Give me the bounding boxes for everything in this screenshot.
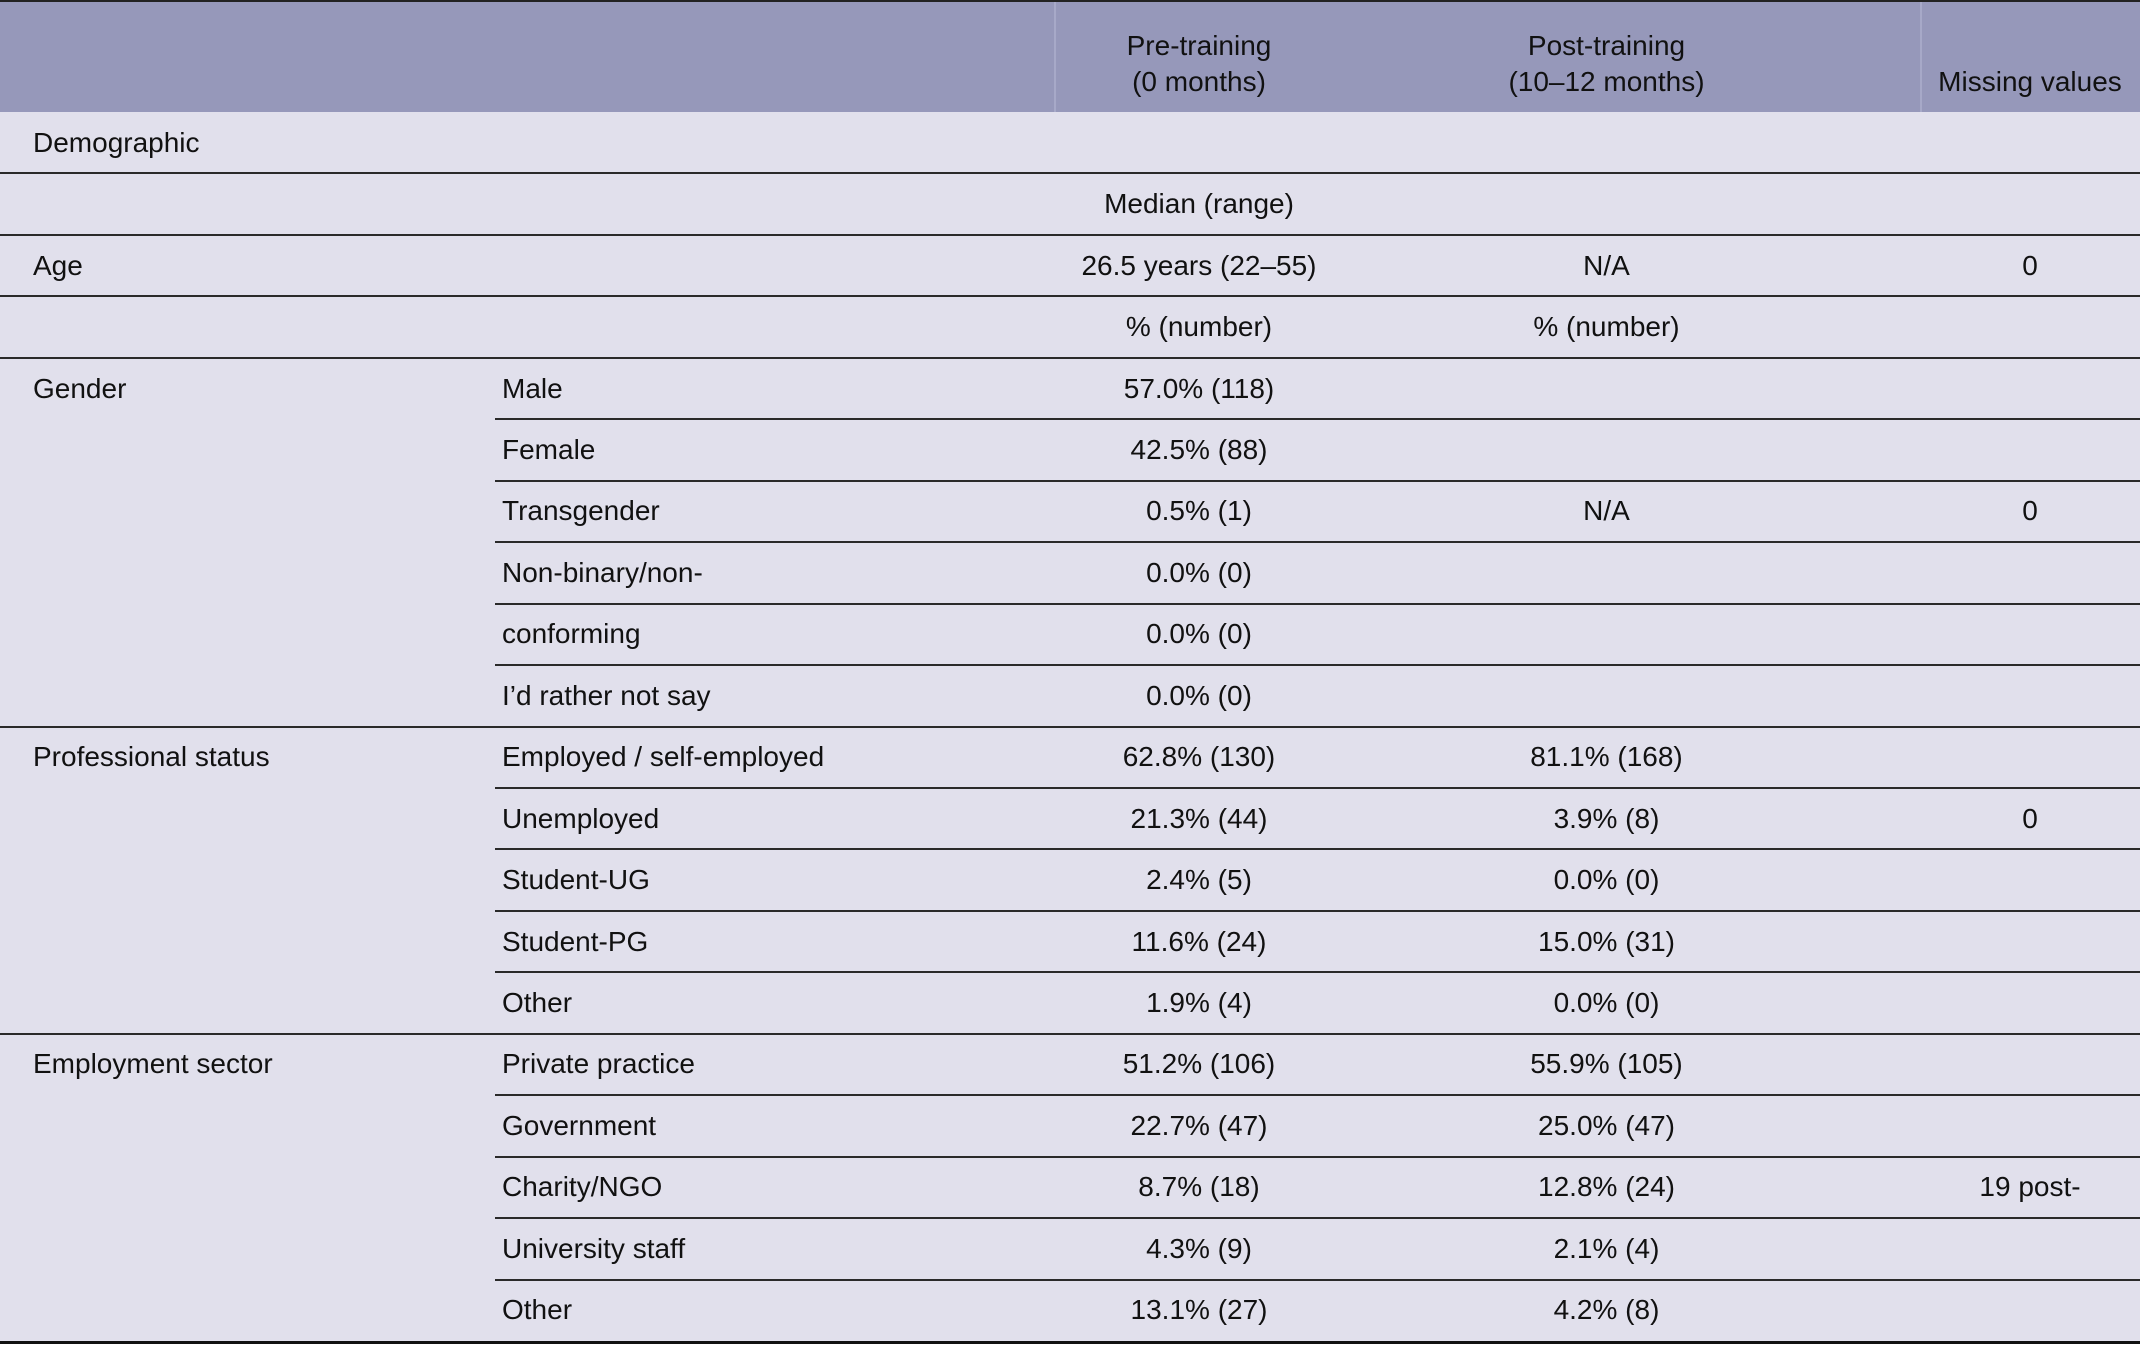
table-cell-e [1920,1034,2140,1095]
table-row [0,1157,2140,1218]
table-cell-e [1920,112,2140,173]
table-cell-text: 0.0% (0) [1146,679,1252,711]
table-cell-text: Professional status [33,741,270,773]
table-cell-text: % (number) [1125,311,1273,343]
table-cell-text: 26.5 years (22–55) [1081,249,1317,281]
table-cell-text: 3.9% (8) [1553,802,1660,834]
table-cell-e [1920,1218,2140,1279]
table-cell-b [502,1034,695,1095]
table-cell-e [1920,481,2140,542]
table-cell-text: 8.7% (18) [1138,1171,1260,1203]
table-cell-d [1344,542,1869,603]
table-cell-text: Employed / self-employed [502,741,825,773]
header-post-training-line2: (10–12 months) [1508,66,1705,97]
table-cell-b [502,1157,662,1218]
table-cell-c [1054,1095,1344,1156]
table-cell-text: 2.1% (4) [1553,1232,1660,1264]
table-cell-a [33,235,83,296]
table-cell-a [33,1034,273,1095]
table-cell-d [1344,849,1869,910]
table-cell-text: 0.0% (0) [1553,987,1660,1019]
table-cell-text: 11.6% (24) [1131,925,1267,957]
table-row [0,235,2140,296]
table-cell-d [1344,911,1869,972]
table-row [0,727,2140,788]
table-cell-e [1920,1157,2140,1218]
table-cell-text: 1.9% (4) [1146,987,1252,1019]
row-divider [495,1279,2140,1281]
table-row [0,665,2140,726]
row-divider [495,418,2140,420]
header-post-training [1344,2,1869,114]
table-cell-c [1054,727,1344,788]
table-cell-e [1920,665,2140,726]
table-cell-b [502,849,650,910]
table-row [0,604,2140,665]
table-cell-text: Private practice [502,1048,695,1080]
table-row [0,173,2140,234]
table-cell-c [1054,235,1344,296]
table-cell-text: 4.3% (9) [1146,1232,1252,1264]
table-cell-text: % (number) [1533,311,1680,343]
table-cell-b [502,358,563,419]
table-cell-d [1344,788,1869,849]
table-cell-text: Female [502,433,596,465]
table-cell-d [1344,173,1869,234]
table-cell-a [33,727,270,788]
table-cell-e [1920,358,2140,419]
table-row [0,1034,2140,1095]
table-cell-text: 0 [2022,802,2038,834]
table-cell-text: 0.0% (0) [1146,556,1252,588]
table-row [0,788,2140,849]
table-cell-c [1054,1280,1344,1341]
table-cell-text: University staff [502,1232,686,1264]
row-divider [495,848,2140,850]
row-divider [495,971,2140,973]
table-cell-c [1054,972,1344,1033]
table-cell-d [1344,419,1869,480]
table-cell-c [1054,911,1344,972]
table-cell-text: 22.7% (47) [1130,1109,1268,1141]
table-cell-text: 0.5% (1) [1146,495,1252,527]
table-row [0,911,2140,972]
table-cell-text: Government [502,1109,657,1141]
table-cell-d [1344,481,1869,542]
table-cell-d [1344,972,1869,1033]
table-cell-text: Transgender [502,495,660,527]
table-cell-text: Unemployed [502,802,660,834]
table-cell-c [1054,1218,1344,1279]
table-row [0,112,2140,173]
row-divider [495,787,2140,789]
table-header-row [0,0,2140,114]
table-row [0,419,2140,480]
table-cell-text: Gender [33,372,127,404]
table-cell-c [1054,419,1344,480]
table-cell-b [502,972,572,1033]
table-cell-c [1054,296,1344,357]
table-cell-e [1920,972,2140,1033]
row-divider [0,357,2140,359]
table-cell-text: Student-UG [502,864,650,896]
table-cell-c [1054,665,1344,726]
table-cell-e [1920,788,2140,849]
table-cell-text: Demographic [33,126,200,158]
table-row [0,358,2140,419]
table-cell-b [502,727,824,788]
table-cell-d [1344,1218,1869,1279]
table-cell-text: Employment sector [33,1048,273,1080]
table-cell-text: 42.5% (88) [1130,433,1268,465]
header-pre-training-line1: Pre-training [1126,30,1272,61]
header-post-training-line1: Post-training [1527,30,1686,61]
table-cell-a [33,358,126,419]
table-cell-text: Non-binary/non- [502,556,703,588]
table-cell-d [1344,112,1869,173]
table-cell-c [1054,849,1344,910]
table-cell-b [502,665,711,726]
table-cell-c [1054,1157,1344,1218]
table-cell-text: 4.2% (8) [1553,1294,1660,1326]
table-cell-text: 0 [2022,249,2038,281]
table-cell-text: 62.8% (130) [1122,741,1276,773]
row-divider [495,910,2140,912]
table-cell-e [1920,173,2140,234]
table-cell-text: 25.0% (47) [1538,1109,1675,1141]
table-row [0,1280,2140,1341]
table-cell-text: 13.1% (27) [1130,1294,1268,1326]
row-divider [495,1217,2140,1219]
table-cell-b [502,911,648,972]
header-missing-values [1920,2,2140,114]
table-cell-text: Median (range) [1104,188,1294,220]
table-cell-text: 51.2% (106) [1122,1048,1276,1080]
table-cell-text: 21.3% (44) [1130,802,1268,834]
table-cell-d [1344,296,1869,357]
table-cell-text: conforming [502,618,641,650]
row-divider [495,1094,2140,1096]
table-cell-text: Other [502,1294,573,1326]
table-cell-d [1344,1280,1869,1341]
table-cell-c [1054,481,1344,542]
table-cell-d [1344,358,1869,419]
table-row [0,542,2140,603]
table-cell-text: Charity/NGO [502,1171,663,1203]
table-cell-e [1920,1280,2140,1341]
table-cell-e [1920,727,2140,788]
header-pre-training [1054,2,1344,114]
table-cell-text: Male [502,372,563,404]
table-cell-d [1344,235,1869,296]
table-row [0,1218,2140,1279]
table-cell-d [1344,1034,1869,1095]
table-cell-text: 2.4% (5) [1146,864,1252,896]
table-cell-d [1344,1095,1869,1156]
row-divider [0,234,2140,236]
table-row [0,849,2140,910]
header-pre-training-line2: (0 months) [1132,66,1266,97]
table-cell-e [1920,849,2140,910]
table-cell-text: 15.0% (31) [1538,925,1675,957]
table-row [0,972,2140,1033]
table-cell-e [1920,235,2140,296]
row-divider [495,541,2140,543]
row-divider [0,172,2140,174]
table-cell-text: Student-PG [502,925,649,957]
table-cell-text: Age [33,249,83,281]
table-cell-text: I’d rather not say [502,679,711,711]
table-cell-b [502,542,703,603]
table-cell-c [1054,1034,1344,1095]
table-cell-text: 12.8% (24) [1538,1171,1675,1203]
table-cell-text: 0.0% (0) [1553,864,1660,896]
table-cell-e [1920,1095,2140,1156]
table-cell-b [502,788,659,849]
row-divider [495,1156,2140,1158]
table-cell-b [502,1218,685,1279]
row-divider [0,726,2140,728]
table-cell-c [1054,542,1344,603]
table-row [0,481,2140,542]
table-cell-b [502,481,660,542]
row-divider [495,664,2140,666]
table-cell-b [502,604,641,665]
row-divider [0,1033,2140,1035]
table-cell-c [1054,358,1344,419]
table-cell-d [1344,665,1869,726]
table-cell-d [1344,727,1869,788]
table-cell-text: 0.0% (0) [1146,618,1252,650]
table-cell-c [1054,112,1344,173]
table-bottom-rule [0,1341,2140,1344]
table-cell-c [1054,173,1344,234]
table-cell-a [33,112,200,173]
table-cell-b [502,1095,656,1156]
table-cell-text: N/A [1583,495,1630,527]
table-cell-e [1920,296,2140,357]
table-cell-d [1344,604,1869,665]
table-cell-text: 55.9% (105) [1530,1048,1683,1080]
header-missing-values-label: Missing values [1938,66,2122,97]
table-cell-c [1054,604,1344,665]
table-cell-text: 81.1% (168) [1530,741,1683,773]
table-cell-text: Other [502,987,573,1019]
row-divider [0,295,2140,297]
table-cell-text: N/A [1583,249,1630,281]
table-cell-e [1920,419,2140,480]
table-cell-e [1920,911,2140,972]
row-divider [495,603,2140,605]
table-cell-e [1920,604,2140,665]
row-divider [495,480,2140,482]
table-cell-e [1920,542,2140,603]
table-cell-text: 0 [2022,495,2038,527]
table-cell-text: 57.0% (118) [1123,372,1275,404]
table-cell-c [1054,788,1344,849]
table-cell-b [502,419,595,480]
table-cell-text: 19 post- [1979,1171,2081,1203]
table-row [0,296,2140,357]
table-row [0,1095,2140,1156]
table-cell-b [502,1280,572,1341]
table-cell-d [1344,1157,1869,1218]
